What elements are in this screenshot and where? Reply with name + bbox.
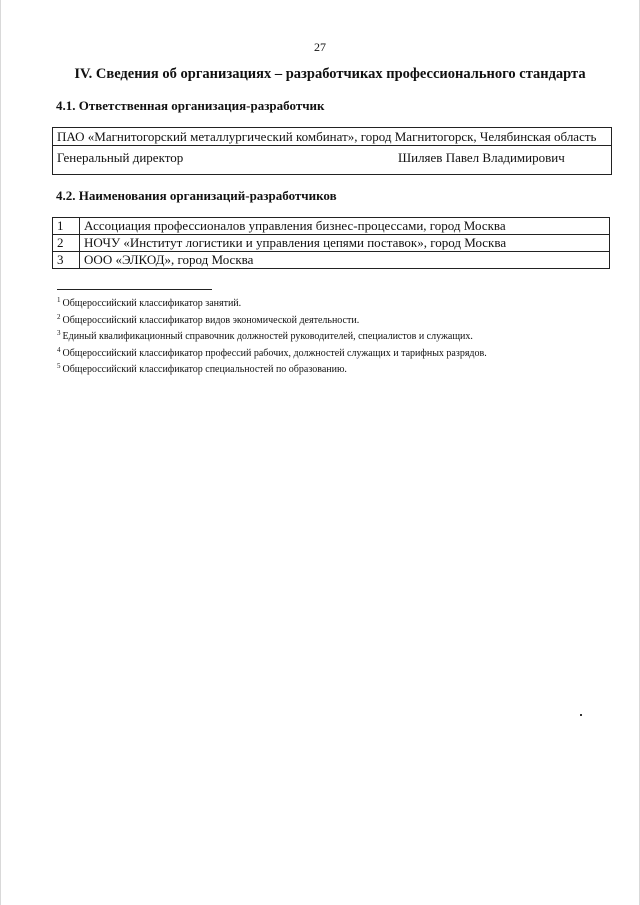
footnote-mark: 3 bbox=[57, 329, 61, 337]
footnote-separator bbox=[57, 289, 212, 290]
row-number: 1 bbox=[53, 218, 80, 235]
footnote-mark: 1 bbox=[57, 296, 61, 304]
responsible-org-signatory-row bbox=[53, 146, 611, 174]
scan-speck bbox=[580, 714, 582, 716]
footnote-text: Общероссийский классификатор специальностей по образованию. bbox=[62, 364, 347, 375]
footnote bbox=[57, 327, 597, 344]
footnote-text: Общероссийский классификатор видов экономической деятельности. bbox=[62, 314, 360, 326]
footnote-mark: 5 bbox=[57, 362, 61, 370]
footnote bbox=[57, 344, 597, 361]
footnote bbox=[57, 311, 597, 328]
footnote-text: Единый квалификационный справочник должностей руководителей, специалистов и служащих. bbox=[62, 331, 473, 342]
footnote-text: Общероссийский классификатор занятий. bbox=[62, 298, 242, 309]
subsection-heading-developers: 4.2. Наименования организаций-разработчиков bbox=[56, 188, 337, 203]
footnote-mark: 2 bbox=[57, 312, 61, 321]
row-number: 3 bbox=[53, 252, 80, 269]
developer-orgs-table bbox=[52, 217, 610, 269]
org-name: ООО «ЭЛКОД», город Москва bbox=[80, 252, 610, 269]
section-title: IV. Сведения об организациях – разработчиках профессионального стандарта bbox=[74, 66, 586, 82]
subsection-heading-responsible: 4.1. Ответственная организация-разработчик bbox=[56, 98, 325, 113]
responsible-org-table bbox=[52, 127, 612, 175]
row-number: 2 bbox=[53, 235, 80, 252]
footnotes bbox=[57, 294, 597, 377]
table-row bbox=[53, 252, 610, 269]
table-row bbox=[53, 235, 610, 252]
footnote bbox=[57, 360, 597, 377]
signatory-position: Генеральный директор bbox=[57, 150, 184, 165]
org-name: Ассоциация профессионалов управления бизнес-процессами, город Москва bbox=[80, 218, 610, 235]
table-row bbox=[53, 218, 610, 235]
page-number: 27 bbox=[314, 40, 326, 54]
footnote-mark: 4 bbox=[57, 345, 61, 354]
footnote bbox=[57, 294, 597, 311]
signatory-name: Шиляев Павел Владимирович bbox=[398, 150, 565, 165]
org-name: НОЧУ «Институт логистики и управления цепями поставок», город Москва bbox=[80, 235, 610, 252]
responsible-org-name: ПАО «Магнитогорский металлургический комбинат», город Магнитогорск, Челябинская область bbox=[53, 128, 611, 146]
footnote-text: Общероссийский классификатор профессий рабочих, должностей служащих и тарифных разрядов. bbox=[62, 347, 487, 359]
